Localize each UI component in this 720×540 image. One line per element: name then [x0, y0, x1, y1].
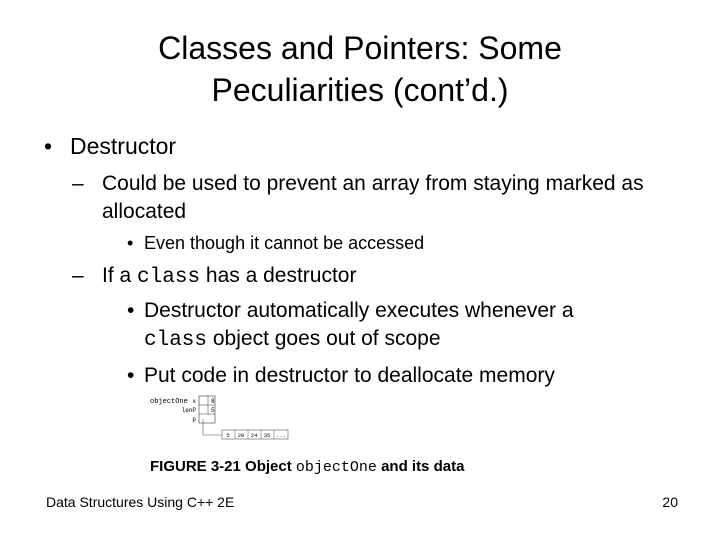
if-suffix: has a destructor [205, 264, 357, 287]
bullet-destructor-text: Destructor [70, 133, 177, 159]
bullet-icon: • [127, 233, 134, 253]
figure-caption [150, 458, 464, 476]
bullet-auto-exec-text [144, 297, 687, 355]
dash-icon: – [72, 172, 84, 195]
field-p-label: p [192, 416, 196, 423]
array-cells [222, 430, 288, 439]
bullet-put-code [127, 362, 687, 390]
bullet-put-code-text: Put code in destructor to deallocate memory [144, 364, 555, 387]
title-line-2: Peculiarities (cont’d.) [211, 72, 509, 108]
field-x-label: x [192, 398, 196, 405]
dash-icon: – [72, 264, 84, 287]
if-prefix: If a [102, 264, 132, 287]
pointer-arrow-icon [203, 419, 222, 435]
slide-title [0, 27, 720, 111]
sub-sub-bullet-accessed [127, 232, 424, 254]
auto-exec-line1: Destructor automatically executes whenever a [144, 299, 574, 322]
array-cell: 20 [237, 432, 245, 439]
object-figure [146, 394, 291, 442]
field-lenp-label: lenP [181, 407, 196, 414]
class-keyword: class [144, 329, 208, 352]
field-lenp-value: 5 [211, 407, 215, 414]
sub-bullet-prevent-text: Could be used to prevent an array from staying marked as allocated [102, 172, 644, 223]
field-x-value: 8 [211, 398, 215, 405]
figure-object-label: objectOne [150, 398, 188, 406]
page-number: 20 [662, 494, 678, 510]
bullet-icon: • [127, 364, 135, 387]
array-cell: 35 [263, 432, 271, 439]
caption-suffix: and its data [381, 458, 465, 475]
auto-exec-line2: object goes out of scope [212, 327, 441, 350]
sub-bullet-if-class [72, 262, 356, 292]
bullet-auto-exec [127, 297, 687, 355]
caption-prefix: FIGURE 3-21 Object [150, 458, 292, 475]
title-line-1: Classes and Pointers: Some [158, 30, 562, 66]
sub-bullet-prevent [72, 170, 672, 226]
array-cell: ... [276, 432, 286, 439]
sub-sub-bullet-accessed-text: Even though it cannot be accessed [144, 233, 425, 253]
array-cell: 24 [250, 432, 258, 439]
array-cell: 5 [226, 432, 230, 439]
bullet-icon: • [127, 299, 135, 322]
bullet-destructor [44, 132, 176, 160]
caption-code: objectOne [295, 459, 377, 476]
footer-course: Data Structures Using C++ 2E [46, 494, 235, 510]
bullet-icon: • [44, 133, 53, 159]
class-keyword: class [137, 266, 201, 289]
